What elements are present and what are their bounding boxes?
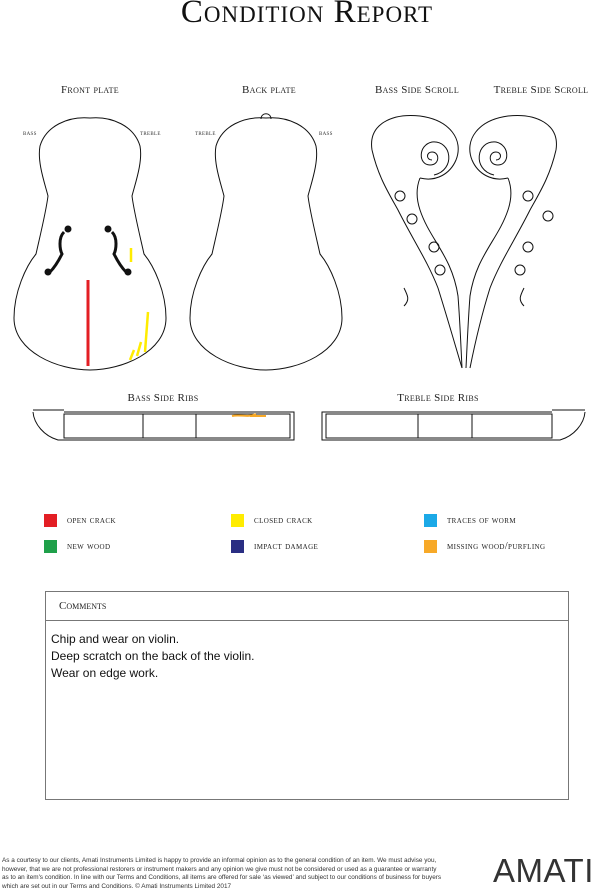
legend-traces-of-worm (424, 513, 516, 527)
legend-swatch (231, 540, 244, 553)
front-bass-side-label: bass (23, 129, 37, 137)
legend-label: impact damage (254, 540, 319, 552)
front-plate-label: Front plate (61, 84, 119, 96)
back-plate-outline (190, 118, 342, 370)
comments-box (45, 591, 569, 800)
comment-line: Deep scratch on the back of the violin. (51, 649, 255, 663)
legend-swatch (231, 514, 244, 527)
amati-logo: AMATI (493, 852, 594, 889)
comment-line: Chip and wear on violin. (51, 632, 180, 646)
footer-disclaimer: As a courtesy to our clients, Amati Instruments Limited is happy to provide an informal opinion as to the general condition of an item. We must advise you, however, that we are not professional restorers or instrument makers and any opinion we give must not be considered or used as a guarantee or warranty as to an item's condition. In line with our Terms and Conditions, all items are offered for sale ‘as viewed’ and subject to our conditions of business for buyers which are set out in our Terms and Conditions. © Amati Instruments Limited 2017 (2, 857, 442, 890)
bass-scroll-outline (372, 116, 462, 368)
legend-swatch (424, 514, 437, 527)
treble-scroll-outline (466, 116, 556, 368)
legend-swatch (44, 540, 57, 553)
legend-label: closed crack (254, 514, 313, 526)
legend-missing-wood (424, 539, 545, 553)
page-title: Condition Report (180, 0, 434, 30)
bass-ribs-label: Bass Side Ribs (127, 392, 199, 404)
back-bass-side-label: bass (319, 129, 333, 137)
legend-label: open crack (67, 514, 116, 526)
legend-new-wood (44, 539, 110, 553)
closed-crack-marks (130, 248, 148, 360)
legend-swatch (44, 514, 57, 527)
treble-scroll-label: Treble Side Scroll (493, 84, 589, 96)
comments-body (46, 621, 568, 682)
legend-label: missing wood/purfling (447, 540, 546, 552)
back-plate-label: Back plate (242, 84, 296, 96)
treble-ribs-label: Treble Side Ribs (397, 392, 479, 404)
treble-ribs-outline (322, 410, 585, 440)
front-plate-outline (14, 118, 166, 370)
comments-heading: Comments (46, 592, 568, 621)
front-f-holes (45, 226, 131, 275)
front-treble-side-label: treble (140, 129, 161, 137)
legend-impact-damage (231, 539, 318, 553)
comment-line: Wear on edge work. (51, 666, 159, 680)
legend-label: new wood (67, 540, 111, 552)
legend-closed-crack (231, 513, 313, 527)
bass-scroll-label: Bass Side Scroll (374, 84, 460, 96)
legend-swatch (424, 540, 437, 553)
legend-open-crack (44, 513, 116, 527)
back-treble-side-label: treble (195, 129, 216, 137)
legend-label: traces of worm (447, 514, 516, 526)
